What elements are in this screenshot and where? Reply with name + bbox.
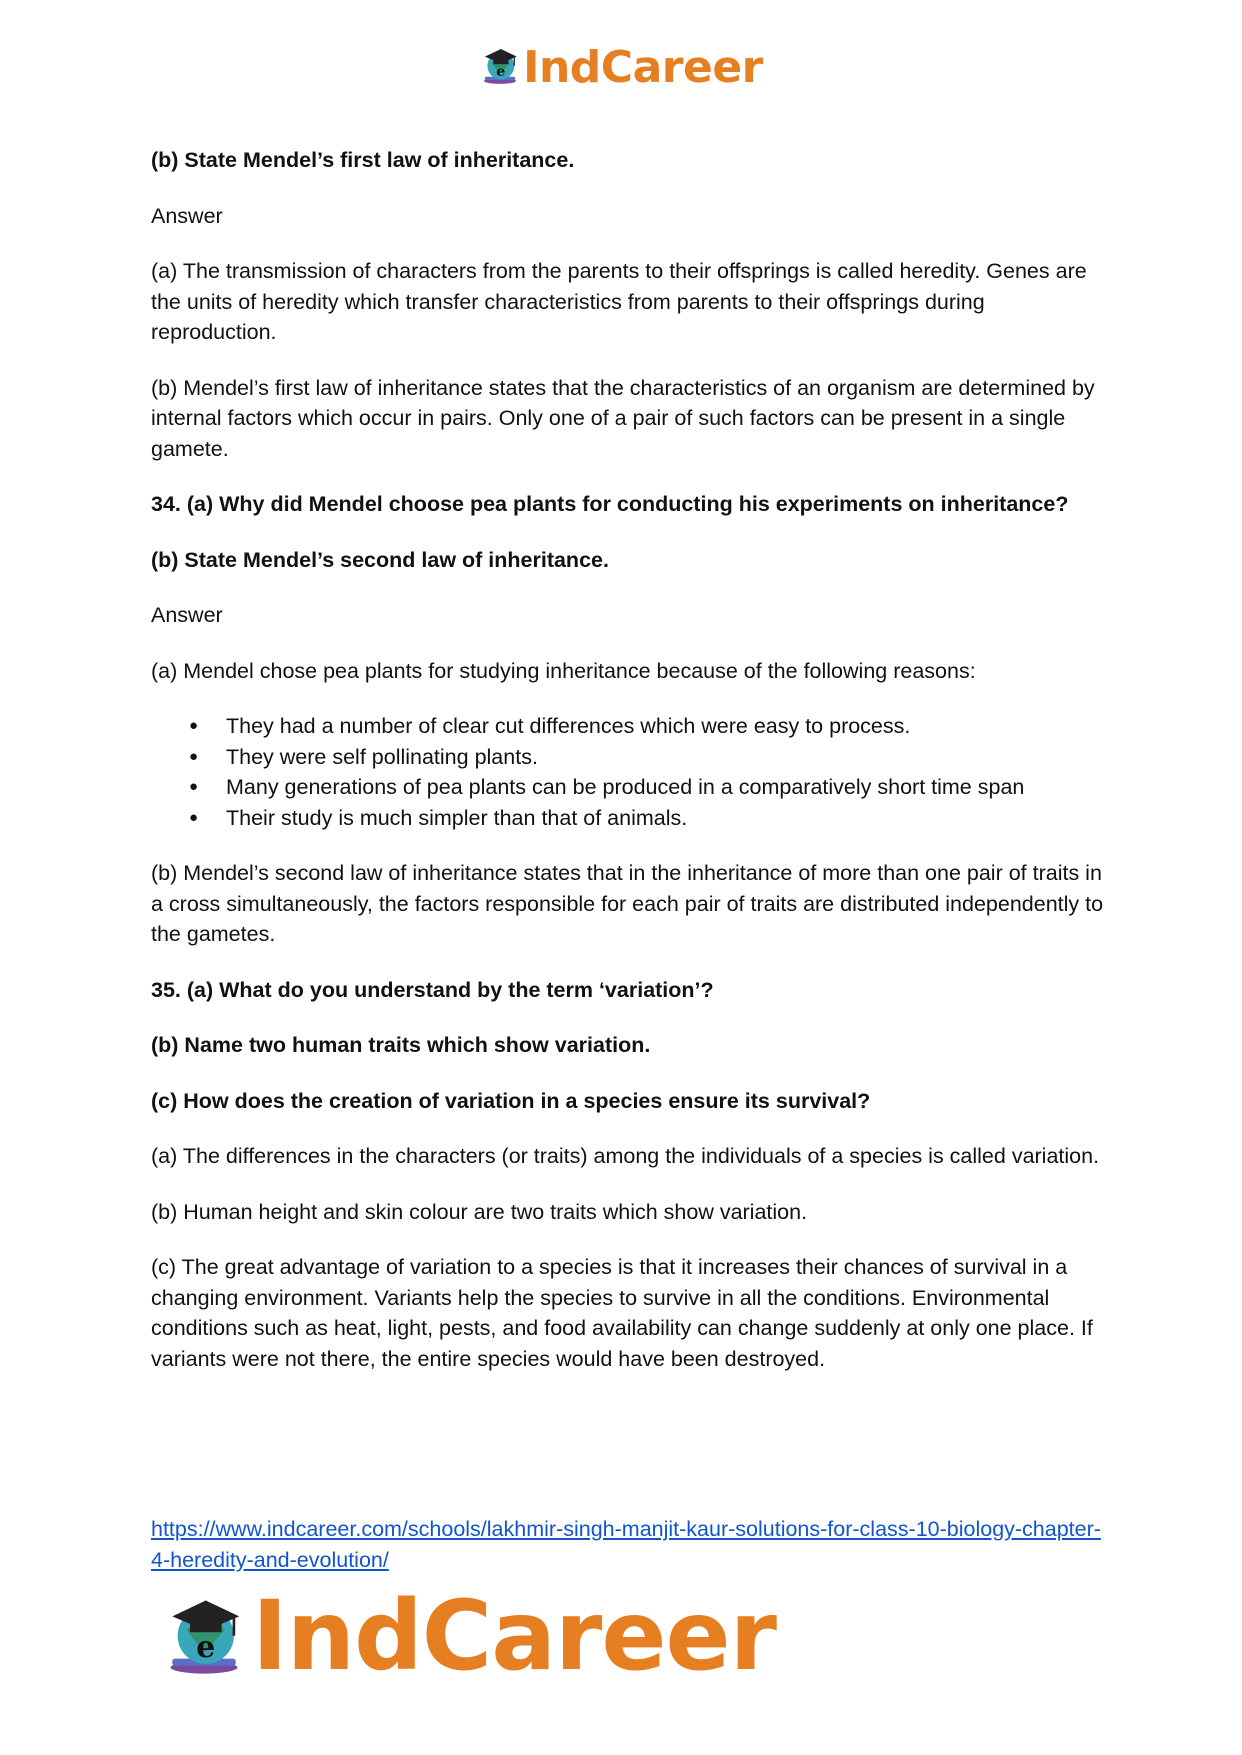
- question-34b: (b) State Mendel’s second law of inheritance.: [151, 547, 609, 572]
- reasons-list: [151, 711, 1111, 833]
- svg-text:e: e: [496, 63, 506, 80]
- question-35b: (b) Name two human traits which show variation.: [151, 1033, 651, 1057]
- document-body: [151, 145, 1111, 1374]
- answer-33b: (b) Mendel’s first law of inheritance states that the characteristics of an organism are determined by internal factors which occur in pairs. Only one of a pair of such factors can be present in a single gamete.: [151, 375, 1095, 461]
- list-item: ● Their study is much simpler than that of animals.: [151, 803, 1111, 834]
- source-link[interactable]: https://www.indcareer.com/schools/lakhmir-singh-manjit-kaur-solutions-for-class-10-biology-chapter-4-heredity-and-evolution/: [151, 1517, 1101, 1572]
- graduation-cap-book-globe-icon: [160, 1590, 248, 1683]
- answer-34b: (b) Mendel’s second law of inheritance states that in the inheritance of more than one pair of traits in a cross simultaneously, the factors responsible for each pair of traits are distributed independently to the gametes.: [151, 861, 1104, 946]
- question-35c: (c) How does the creation of variation in a species ensure its survival?: [151, 1088, 871, 1113]
- list-item: ● Many generations of pea plants can be produced in a comparatively short time span: [151, 772, 1111, 803]
- list-item: ● They had a number of clear cut differences which were easy to process.: [151, 711, 1111, 742]
- svg-text:e: e: [196, 1629, 216, 1665]
- question-33b: (b) State Mendel’s first law of inheritance.: [151, 148, 575, 172]
- brand-name: IndCareer: [252, 1580, 776, 1692]
- answer-label: Answer: [151, 203, 223, 228]
- brand-name: IndCareer: [523, 42, 763, 93]
- answer-35c: (c) The great advantage of variation to a species is that it increases their chances of survival in a changing environment. Variants help the species to survive in all the conditions. Environmental conditions such as heat, light, pests, and food availability can change suddenly at only one place. If variants were not there, the entire species would have been destroyed.: [151, 1255, 1093, 1371]
- brand-logo: [479, 42, 763, 93]
- answer-34a-intro: (a) Mendel chose pea plants for studying inheritance because of the following reasons:: [151, 658, 976, 683]
- question-35a: 35. (a) What do you understand by the term ‘variation’?: [151, 977, 714, 1002]
- answer-35b: (b) Human height and skin colour are two traits which show variation.: [151, 1199, 808, 1224]
- brand-logo: [160, 1580, 776, 1692]
- answer-label: Answer: [151, 603, 223, 627]
- footer-logo: [160, 1580, 776, 1692]
- answer-35a: (a) The differences in the characters (or traits) among the individuals of a species is called variation.: [151, 1144, 1100, 1168]
- graduation-cap-book-globe-icon: [479, 44, 521, 91]
- list-item: ● They were self pollinating plants.: [151, 742, 1111, 773]
- header-logo: [0, 42, 1242, 93]
- question-34a: 34. (a) Why did Mendel choose pea plants for conducting his experiments on inheritance?: [151, 492, 1069, 516]
- answer-33a: (a) The transmission of characters from the parents to their offsprings is called heredity. Genes are the units of heredity which transfer characteristics from parents to their offsprings during reproduction.: [151, 259, 1087, 344]
